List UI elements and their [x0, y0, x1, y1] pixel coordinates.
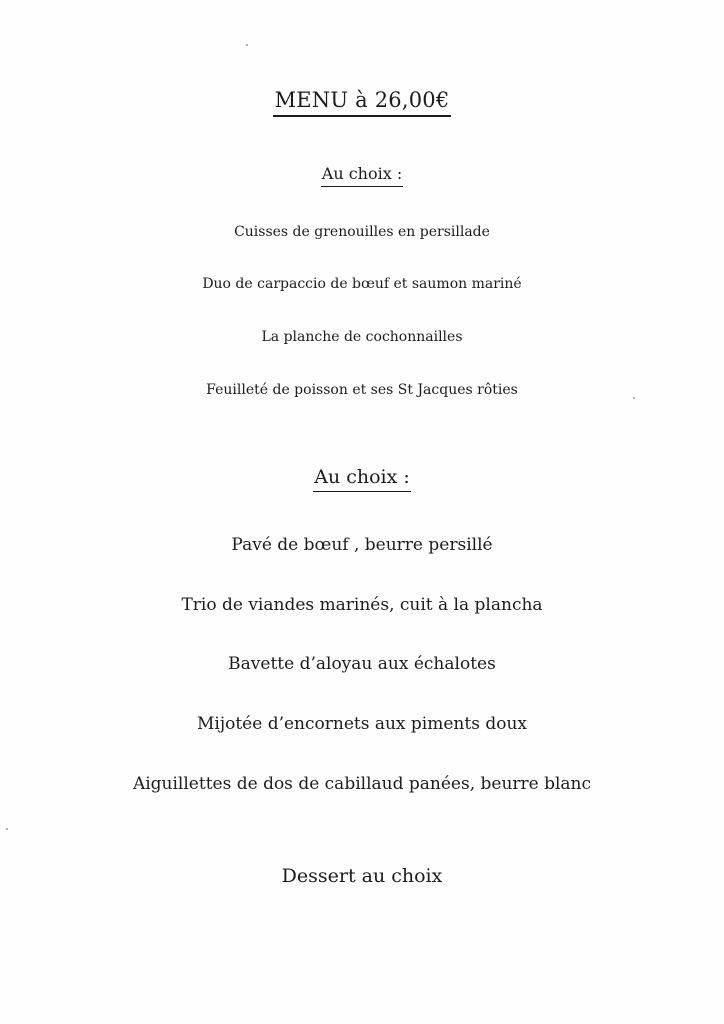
menu-title-text: MENU à 26,00€ — [273, 88, 452, 117]
starter-item: La planche de cochonnailles — [261, 329, 463, 345]
main-item: Bavette d’aloyau aux échalotes — [228, 654, 496, 674]
starter-item: Cuisses de grenouilles en persillade — [234, 224, 490, 240]
starter-item: Feuilleté de poisson et ses St Jacques rôties — [206, 382, 518, 398]
scan-speck — [633, 397, 635, 399]
starters-heading-text: Au choix : — [321, 164, 403, 187]
main-item: Pavé de bœuf , beurre persillé — [231, 535, 493, 555]
starter-item: Duo de carpaccio de bœuf et saumon mariné — [202, 276, 522, 292]
dessert-line: Dessert au choix — [281, 865, 443, 887]
main-item: Aiguillettes de dos de cabillaud panées, beurre blanc — [132, 774, 592, 794]
scan-speck — [246, 44, 248, 46]
scan-speck — [6, 828, 8, 830]
mains-heading — [0, 466, 724, 492]
main-item: Mijotée d’encornets aux piments doux — [197, 714, 527, 734]
mains-heading-text: Au choix : — [313, 466, 411, 492]
starters-heading — [0, 164, 724, 187]
main-item: Trio de viandes marinés, cuit à la plancha — [181, 595, 543, 615]
menu-title — [0, 88, 724, 117]
